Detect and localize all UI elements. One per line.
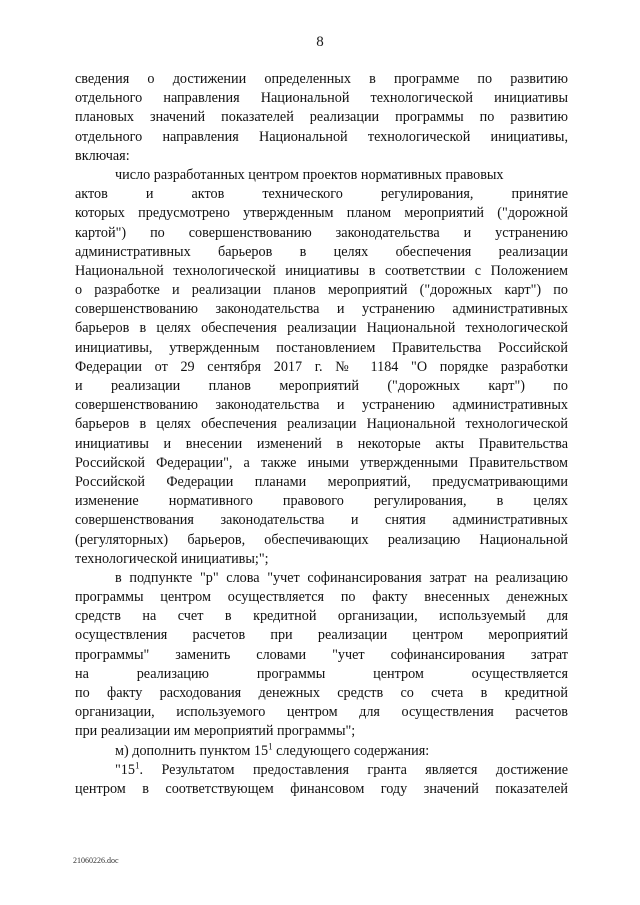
text-line: совершенствованию законодательства и устранению административных — [75, 397, 568, 414]
text-line: инициативы, утвержденным постановлением Правительства Российской — [75, 339, 568, 356]
text-line: барьеров в целях обеспечения реализации Национальной технологической — [75, 416, 568, 433]
text-line-item-m: м) дополнить пунктом $15^1$ следующего содержания: — [115, 740, 430, 759]
text-line: (регуляторных) барьеров, обеспечивающих реализацию Национальной — [75, 531, 568, 548]
text-line: картой") по совершенствованию законодательства и устранению — [75, 224, 568, 241]
page-number: 8 — [316, 34, 324, 50]
text-line: организации, используемого центром для осуществления расчетов — [75, 704, 568, 721]
text-line: отдельного направления Национальной технологической инициативы — [75, 90, 568, 107]
text-line: актов и актов технического регулирования, принятие — [75, 186, 568, 203]
text-line: сведения о достижении определенных в программе по развитию — [75, 71, 568, 87]
text-line: совершенствованию законодательства и устранению административных — [75, 301, 568, 318]
paragraph-lines — [75, 70, 568, 742]
text-line: которых предусмотрено утвержденным планом мероприятий ("дорожной — [75, 205, 568, 222]
file-name-footer: 21060226.doc — [73, 856, 119, 865]
text-line: и реализации планов мероприятий ("дорожных карт") по — [75, 378, 568, 394]
text-line: инициативы и внесении изменений в некоторые акты Правительства — [75, 435, 568, 452]
text-line: плановых значений показателей реализации программы по развитию — [75, 109, 568, 126]
text-line: осуществления расчетов при реализации центром мероприятий — [75, 627, 568, 644]
text-line: Российской Федерации", а также иными утвержденными Правительством — [75, 454, 568, 471]
text-line-last: центром в соответствующем финансовом году значений показателей — [75, 780, 568, 797]
text-line: отдельного направления Национальной технологической инициативы, — [75, 128, 568, 145]
text-line: по факту расходования денежных средств со счета в кредитной — [75, 685, 568, 701]
text-line: программы" заменить словами "учет софинансирования затрат — [75, 646, 568, 663]
text-line: о разработке и реализации планов мероприятий ("дорожных карт") по — [75, 282, 568, 299]
text-line: изменение нормативного правового регулирования, в целях — [75, 493, 568, 510]
text-line: на реализацию программы центром осуществляется — [75, 665, 568, 682]
text-line: средств на счет в кредитной организации, используемый для — [75, 608, 568, 625]
text-line: число разработанных центром проектов нормативных правовых — [115, 166, 504, 183]
text-line: административных барьеров в целях обеспечения реализации — [75, 243, 568, 260]
text-line: в подпункте "р" слова "учет софинансирования затрат на реализацию — [115, 569, 568, 586]
text-line: включая: — [75, 147, 130, 164]
text-line: технологической инициативы;"; — [75, 550, 269, 567]
text-line: при реализации им мероприятий программы"; — [75, 723, 356, 740]
text-line: Федерации от 29 сентября 2017 г. № 1184 "О порядке разработки — [75, 358, 568, 375]
text-line: барьеров в целях обеспечения реализации Национальной технологической — [75, 320, 568, 337]
text-line-point-15-1: "$15^1$. Результатом предоставления гранта является достижение — [115, 760, 568, 778]
document-body — [75, 70, 568, 799]
text-line: программы центром осуществляется по факту внесенных денежных — [75, 589, 568, 606]
text-line: совершенствования законодательства и снятия административных — [75, 512, 568, 529]
text-line: Российской Федерации планами мероприятий, предусматривающими — [75, 473, 568, 490]
text-line: Национальной технологической инициативы в соответствии с Положением — [75, 262, 568, 279]
